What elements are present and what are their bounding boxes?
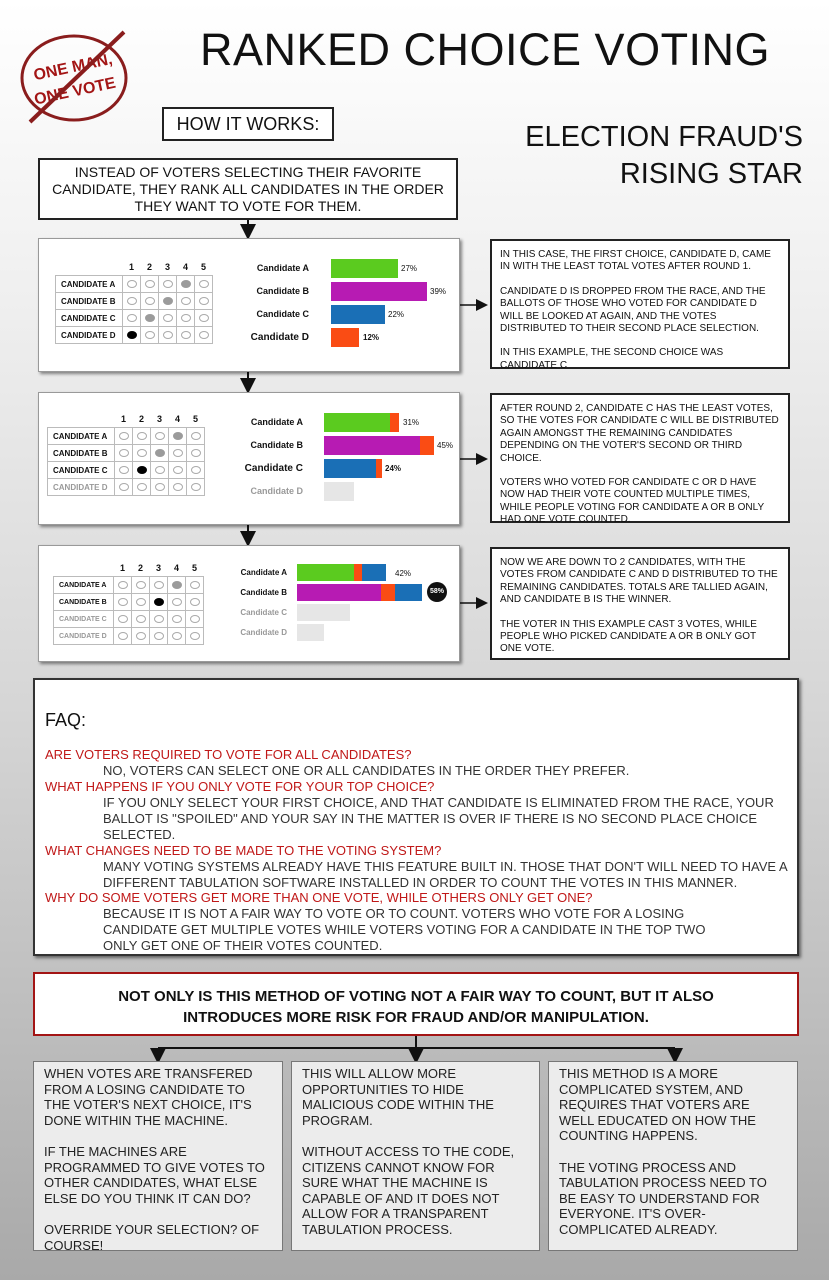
- bar-label-d: Candidate D: [250, 486, 303, 496]
- round-1-note: [490, 239, 790, 369]
- bar-a: [331, 259, 398, 278]
- ballot-row-label: CANDIDATE A: [54, 577, 114, 594]
- bar-c-eliminated: [297, 604, 350, 621]
- ballot-col-3: 3: [150, 560, 168, 577]
- round-2-ballot: [47, 411, 205, 496]
- bar-d: [331, 328, 359, 347]
- bar-pct-a: 42%: [395, 569, 412, 578]
- winner-badge: 58%: [427, 582, 447, 602]
- faq-question: WHAT HAPPENS IF YOU ONLY VOTE FOR YOUR TOP CHOICE?: [45, 779, 435, 794]
- bar-label-a: Candidate A: [250, 417, 303, 427]
- page-title: RANKED CHOICE VOTING: [200, 24, 771, 75]
- ballot-col-1: 1: [114, 560, 132, 577]
- bar-label-b: Candidate B: [256, 286, 309, 296]
- bar-label-b: Candidate B: [250, 440, 303, 450]
- note-paragraph: CANDIDATE D IS DROPPED FROM THE RACE, AND THE BALLOTS OF THOSE WHO VOTED FOR CANDIDATE D WILL BE LOOKED AT AGAIN, AND THE VOTES DISTRIBUTED TO THEIR SECOND PLACE SELECTION.: [500, 285, 766, 335]
- bar-d-eliminated: [297, 624, 324, 641]
- ballot-row-label: CANDIDATE C: [54, 611, 114, 628]
- filled-oval: [154, 598, 164, 606]
- bar-label-b: Candidate B: [240, 588, 287, 597]
- bar-c: [331, 305, 385, 324]
- note-paragraph: IN THIS EXAMPLE, THE SECOND CHOICE WAS CANDIDATE C: [500, 347, 724, 371]
- column-paragraph: IF THE MACHINES ARE PROGRAMMED TO GIVE VOTES TO OTHER CANDIDATES, WHAT ELSE ELSE DO YOU THINK IT CAN DO?: [44, 1144, 265, 1206]
- note-paragraph: VOTERS WHO VOTED FOR CANDIDATE C OR D HAVE NOW HAD THEIR VOTE COUNTED MULTIPLE TIMES, WHILE PEOPLE VOTING FOR CANDIDATE A OR B ONLY HAD ONE VOTE COUNTED.: [500, 477, 764, 526]
- bottom-column-1: [33, 1061, 283, 1251]
- bar-a-orange: [354, 564, 362, 581]
- round-1-panel: [38, 238, 460, 372]
- filled-oval: [173, 432, 183, 440]
- ballot-col-2: 2: [133, 411, 151, 428]
- ballot-row-label: CANDIDATE B: [54, 594, 114, 611]
- how-it-works-label: HOW IT WORKS:: [162, 107, 334, 141]
- ballot-row-label: CANDIDATE D: [56, 327, 123, 344]
- round-2-note: [490, 393, 790, 526]
- filled-oval: [172, 581, 182, 589]
- ballot-row-label: CANDIDATE B: [48, 445, 115, 462]
- bar-label-c: Candidate C: [256, 309, 309, 319]
- bar-a-green: [297, 564, 354, 581]
- ballot-col-2: 2: [141, 259, 159, 276]
- note-paragraph: AFTER ROUND 2, CANDIDATE C HAS THE LEAST VOTES, SO THE VOTES FOR CANDIDATE C WILL BE DISTRIBUTED AGAIN AMONGST THE REMAINING CANDIDATES DEPENDING ON THE VOTER'S SECOND OR THIRD CHOICE.: [500, 403, 779, 464]
- faq-question: WHY DO SOME VOTERS GET MORE THAN ONE VOTE, WHILE OTHERS ONLY GET ONE?: [45, 890, 593, 905]
- faq-question: ARE VOTERS REQUIRED TO VOTE FOR ALL CANDIDATES?: [45, 747, 412, 762]
- stamp-line2: ONE VOTE: [32, 74, 118, 109]
- intro-text: INSTEAD OF VOTERS SELECTING THEIR FAVORITE CANDIDATE, THEY RANK ALL CANDIDATES IN THE ORDER THEY WANT TO VOTE FOR THEM.: [38, 158, 458, 220]
- stamp-line1: ONE MAN,: [32, 50, 114, 85]
- faq-answer: BECAUSE IT IS NOT A FAIR WAY TO VOTE OR TO COUNT. VOTERS WHO VOTE FOR A LOSING CANDIDATE GET MULTIPLE VOTES WHILE VOTERS VOTING FOR A CANDIDATE IN THE TOP TWO ONLY GET ONE OF THEIR VOTES COUNTED.: [103, 906, 706, 953]
- note-paragraph: NOW WE ARE DOWN TO 2 CANDIDATES, WITH THE VOTES FROM CANDIDATE C AND D DISTRIBUTED TO THE REMAINING CANDIDATES. TOTALS ARE TALLIED AGAIN, AND CANDIDATE B IS THE WINNER.: [500, 557, 778, 606]
- bottom-column-3: [548, 1061, 798, 1251]
- bar-label-c: Candidate C: [240, 608, 287, 617]
- ballot-col-4: 4: [177, 259, 195, 276]
- column-paragraph: OVERRIDE YOUR SELECTION? OF COURSE!: [44, 1222, 260, 1253]
- ballot-col-2: 2: [132, 560, 150, 577]
- column-paragraph: THIS METHOD IS A MORE COMPLICATED SYSTEM, AND REQUIRES THAT VOTERS ARE WELL EDUCATED ON HOW THE COUNTING HAPPENS.: [559, 1066, 756, 1143]
- round-1-ballot: [55, 259, 213, 344]
- filled-oval: [145, 314, 155, 322]
- bar-label-a: Candidate A: [240, 568, 287, 577]
- bar-pct-a: 31%: [403, 418, 420, 427]
- bar-pct-b: 45%: [437, 441, 454, 450]
- faq-answer: MANY VOTING SYSTEMS ALREADY HAVE THIS FEATURE BUILT IN. THOSE THAT DON'T WILL NEED TO HAVE A DIFFERENT TABULATION SOFTWARE INSTALLED IN ORDER TO COUNT THE VOTES IN THIS MANNER.: [103, 859, 787, 890]
- ballot-row-label: CANDIDATE C: [48, 462, 115, 479]
- bar-pct-d: 12%: [363, 333, 380, 342]
- bar-b-blue: [395, 584, 422, 601]
- column-paragraph: THIS WILL ALLOW MORE OPPORTUNITIES TO HIDE MALICIOUS CODE WITHIN THE PROGRAM.: [302, 1066, 494, 1128]
- ballot-row-label: CANDIDATE A: [48, 428, 115, 445]
- subtitle-line2: RISING STAR: [619, 158, 803, 190]
- bar-pct-a: 27%: [401, 264, 418, 273]
- bar-label-d: Candidate D: [240, 628, 287, 637]
- bar-b-magenta: [324, 436, 420, 455]
- ballot-col-3: 3: [151, 411, 169, 428]
- round-3-ballot: [53, 560, 204, 645]
- bar-d-eliminated: [324, 482, 354, 501]
- ballot-col-4: 4: [169, 411, 187, 428]
- filled-oval: [163, 297, 173, 305]
- ballot-row-label: CANDIDATE A: [56, 276, 123, 293]
- bar-label-a: Candidate A: [256, 263, 309, 273]
- faq-section: [33, 678, 799, 956]
- bar-pct-b: 39%: [430, 287, 447, 296]
- filled-oval: [181, 280, 191, 288]
- bar-b-orange: [420, 436, 434, 455]
- filled-oval: [127, 331, 137, 339]
- bar-b: [331, 282, 427, 301]
- bar-c-blue: [324, 459, 376, 478]
- faq-answer: IF YOU ONLY SELECT YOUR FIRST CHOICE, AND THAT CANDIDATE IS ELIMINATED FROM THE RACE, YOUR BALLOT IS "SPOILED" AND YOUR SAY IN THE MATTER IS OVER IF THERE IS NO SECOND PLACE CHOICE SELECTED.: [103, 795, 774, 842]
- bar-pct-c: 22%: [388, 310, 405, 319]
- round-3-panel: [38, 545, 460, 662]
- ballot-col-1: 1: [115, 411, 133, 428]
- column-paragraph: THE VOTING PROCESS AND TABULATION PROCESS NEED TO BE EASY TO UNDERSTAND FOR EVERYONE. IT'S OVER-COMPLICATED ALREADY.: [559, 1159, 767, 1237]
- warning-box: [33, 972, 799, 1036]
- filled-oval: [155, 449, 165, 457]
- round-3-note: [490, 547, 790, 660]
- ballot-row-label: CANDIDATE D: [48, 479, 115, 496]
- bar-label-d: Candidate D: [250, 332, 309, 343]
- ballot-col-5: 5: [186, 560, 204, 577]
- bar-pct-c: 24%: [385, 464, 402, 473]
- ballot-col-1: 1: [123, 259, 141, 276]
- subtitle-line1: ELECTION FRAUD'S: [525, 121, 803, 153]
- bar-a-orange: [390, 413, 399, 432]
- ballot-row-label: CANDIDATE C: [56, 310, 123, 327]
- ballot-col-4: 4: [168, 560, 186, 577]
- bar-label-c: Candidate C: [244, 463, 303, 474]
- note-paragraph: THE VOTER IN THIS EXAMPLE CAST 3 VOTES, WHILE PEOPLE WHO PICKED CANDIDATE A OR B ONLY GOT ONE VOTE.: [500, 618, 757, 655]
- warning-line2: INTRODUCES MORE RISK FOR FRAUD AND/OR MANIPULATION.: [183, 1009, 649, 1026]
- faq-heading: FAQ:: [45, 710, 87, 730]
- ballot-row-label: CANDIDATE D: [54, 628, 114, 645]
- warning-line1: NOT ONLY IS THIS METHOD OF VOTING NOT A FAIR WAY TO COUNT, BUT IT ALSO: [118, 988, 714, 1005]
- note-paragraph: IN THIS CASE, THE FIRST CHOICE, CANDIDATE D, CAME IN WITH THE LEAST TOTAL VOTES AFTER ROUND 1.: [500, 249, 771, 273]
- bar-a-blue: [362, 564, 386, 581]
- bar-c-orange: [376, 459, 382, 478]
- ballot-col-3: 3: [159, 259, 177, 276]
- bottom-column-2: [291, 1061, 540, 1251]
- bar-b-magenta: [297, 584, 381, 601]
- bar-b-orange: [381, 584, 395, 601]
- filled-oval: [137, 466, 147, 474]
- ballot-col-5: 5: [195, 259, 213, 276]
- ballot-row-label: CANDIDATE B: [56, 293, 123, 310]
- column-paragraph: WITHOUT ACCESS TO THE CODE, CITIZENS CANNOT KNOW FOR SURE WHAT THE MACHINE IS CAPABLE OF AND IT DOES NOT ALLOW FOR A TRANSPARENT TABULATION PROCESS.: [302, 1144, 515, 1237]
- round-2-panel: [38, 392, 460, 525]
- bar-a-green: [324, 413, 390, 432]
- faq-answer: NO, VOTERS CAN SELECT ONE OR ALL CANDIDATES IN THE ORDER THEY PREFER.: [103, 763, 630, 778]
- one-man-one-vote-stamp: [16, 26, 134, 128]
- column-paragraph: WHEN VOTES ARE TRANSFERED FROM A LOSING CANDIDATE TO THE VOTER'S NEXT CHOICE, IT'S DONE WITHIN THE MACHINE.: [44, 1066, 253, 1128]
- faq-question: WHAT CHANGES NEED TO BE MADE TO THE VOTING SYSTEM?: [45, 843, 442, 858]
- ballot-col-5: 5: [187, 411, 205, 428]
